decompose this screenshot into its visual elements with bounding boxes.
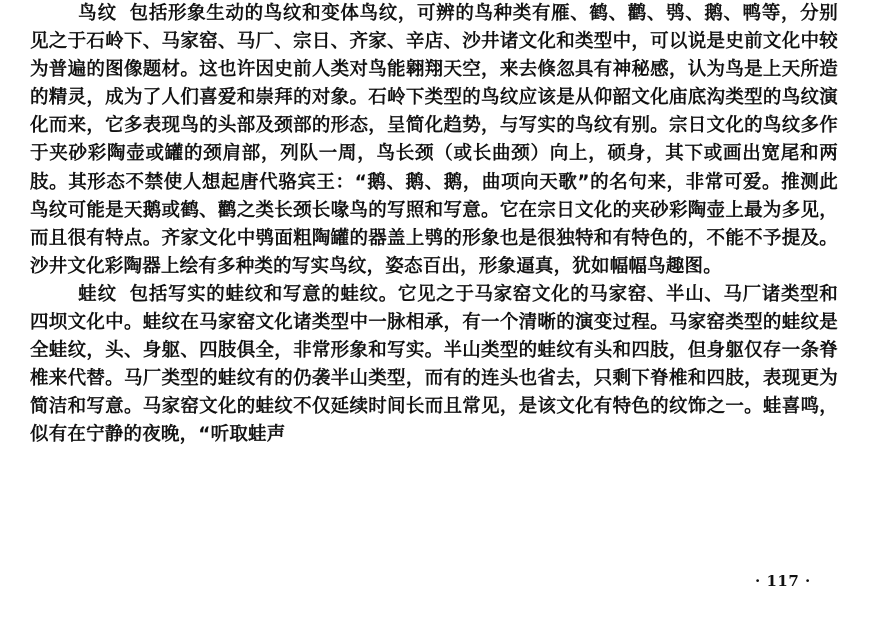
page-body	[30, 0, 838, 450]
paragraph-frog-pattern	[30, 281, 838, 450]
section-term-bird: 鸟纹	[78, 3, 118, 24]
page-number: · 117 ·	[755, 572, 811, 590]
paragraph-body-frog: 包括写实的蛙纹和写意的蛙纹。它见之于马家窑文化的马家窑、半山、马厂诸类型和四坝文化中。蛙纹在马家窑文化诸类型中一脉相承，有一个清晰的演变过程。马家窑类型的蛙纹是全蛙纹，头、身躯、四肢俱全，非常形象和写实。半山类型的蛙纹有头和四肢，但身躯仅存一条脊椎来代替。马厂类型的蛙纹有的仍袭半山类型，而有的连头也省去，只剩下脊椎和四肢，表现更为简洁和写意。马家窑文化的蛙纹不仅延续时间长而且常见，是该文化有特色的纹饰之一。蛙喜鸣，似有在宁静的夜晚，“听取蛙声	[30, 283, 839, 446]
paragraph-body-bird: 包括形象生动的鸟纹和变体鸟纹，可辨的鸟种类有雁、鹤、鹳、鸮、鹅、鸭等，分别见之于石岭下、马家窑、马厂、宗日、齐家、辛店、沙井诸文化和类型中，可以说是史前文化中较为普遍的图像题材。这也许因史前人类对鸟能翱翔天空，来去倏忽具有神秘感，认为鸟是上天所造的精灵，成为了人们喜爱和崇拜的对象。石岭下类型的鸟纹应该是从仰韶文化庙底沟类型的鸟纹演化而来，它多表现鸟的头部及颈部的形态，呈简化趋势，与写实的鸟纹有别。宗日文化的鸟纹多作于夹砂彩陶壶或罐的颈肩部，列队一周，鸟长颈（或长曲颈）向上，硕身，其下或画出宽尾和两肢。其形态不禁使人想起唐代骆宾王：“鹅、鹅、鹅，曲项向天歌”的名句来，非常可爱。推测此鸟纹可能是天鹅或鹤、鹳之类长颈长喙鸟的写照和写意。它在宗日文化的夹砂彩陶壶上最为多见，而且很有特点。齐家文化中鸮面粗陶罐的器盖上鸮的形象也是很独特和有特色的，不能不予提及。沙井文化彩陶器上绘有多种类的写实鸟纹，姿态百出，形象逼真，犹如幅幅鸟趣图。	[30, 3, 839, 277]
section-term-frog: 蛙纹	[78, 283, 118, 305]
paragraph-bird-pattern	[30, 0, 838, 281]
